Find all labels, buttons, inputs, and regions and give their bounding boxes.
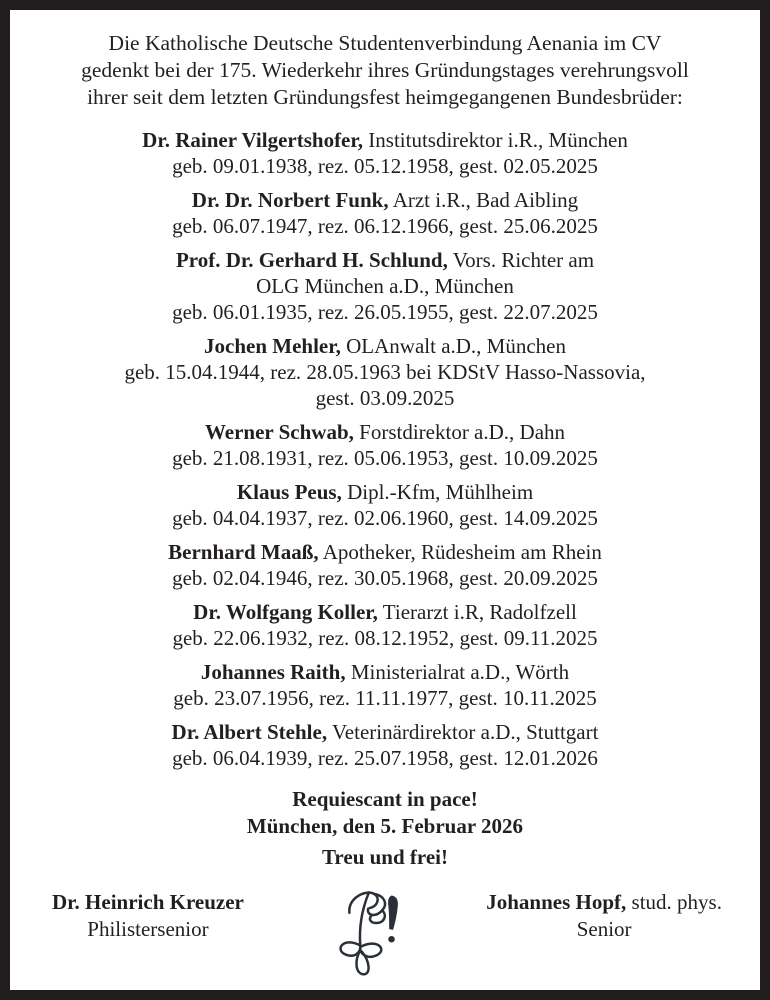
member-role: Institutsdirektor i.R., München [368, 128, 628, 152]
member-name-line [40, 247, 730, 299]
member-role: Ministerialrat a.D., Wörth [350, 660, 570, 684]
member-dates: geb. 09.01.1938, rez. 05.12.1958, gest. 02.05.2025 [172, 154, 598, 178]
member-role: Forstdirektor a.D., Dahn [359, 420, 566, 444]
signature-right-role: Senior [576, 917, 632, 941]
member-name: Klaus Peus, [236, 480, 342, 504]
closing-rip: Requiescant in pace! [292, 787, 478, 811]
notice-header: Die Katholische Deutsche Studentenverbindung Aenania im CV gedenkt bei der 175. Wiederkehr ihres Gründungstages verehrungsvoll ihrer seit dem letzten Gründungsfest heimgegangenen Bundesbrüder: [81, 31, 689, 109]
signature-right-name: Johannes Hopf, [486, 890, 627, 914]
member-role: OLAnwalt a.D., München [346, 334, 566, 358]
member-name: Dr. Wolfgang Koller, [193, 600, 378, 624]
member-name-line [40, 539, 730, 565]
fraternity-zirkel-icon [326, 885, 404, 981]
member-name-line [40, 479, 730, 505]
signature-right [486, 889, 722, 943]
member-dates: geb. 06.01.1935, rez. 26.05.1955, gest. 22.07.2025 [172, 300, 598, 324]
member-entry [40, 333, 730, 411]
member-name-line [40, 187, 730, 213]
signature-row [10, 889, 760, 981]
member-role: Apotheker, Rüdesheim am Rhein [322, 540, 602, 564]
member-role: Vors. Richter am OLG München a.D., München [256, 248, 595, 298]
member-entry [40, 127, 730, 179]
member-entry [40, 599, 730, 651]
member-role: Veterinärdirektor a.D., Stuttgart [331, 720, 599, 744]
member-role: Arzt i.R., Bad Aibling [392, 188, 579, 212]
signature-right-suffix: stud. phys. [631, 890, 722, 914]
member-role: Dipl.-Kfm, Mühlheim [347, 480, 534, 504]
signature-left [52, 889, 244, 943]
member-name: Dr. Dr. Norbert Funk, [191, 188, 389, 212]
member-dates: geb. 06.07.1947, rez. 06.12.1966, gest. 25.06.2025 [172, 214, 598, 238]
member-role: Tierarzt i.R, Radolfzell [382, 600, 577, 624]
member-entry [40, 479, 730, 531]
signature-left-role: Philistersenior [87, 917, 209, 941]
member-name: Bernhard Maaß, [168, 540, 319, 564]
member-name: Werner Schwab, [204, 420, 354, 444]
member-name-line [40, 333, 730, 359]
member-dates: geb. 22.06.1932, rez. 08.12.1952, gest. 09.11.2025 [172, 626, 598, 650]
member-dates: geb. 02.04.1946, rez. 30.05.1968, gest. 20.09.2025 [172, 566, 598, 590]
closing-place-date: München, den 5. Februar 2026 [246, 814, 524, 838]
signature-left-name: Dr. Heinrich Kreuzer [52, 890, 244, 914]
member-name-line [40, 599, 730, 625]
member-dates: geb. 21.08.1931, rez. 05.06.1953, gest. 10.09.2025 [172, 446, 598, 470]
member-entry [40, 247, 730, 325]
signature-right-name-line [486, 890, 722, 914]
member-name-line [40, 659, 730, 685]
member-name-line [40, 127, 730, 153]
member-name: Dr. Rainer Vilgertshofer, [142, 128, 364, 152]
member-name: Johannes Raith, [200, 660, 346, 684]
member-entry [40, 419, 730, 471]
closing-block [10, 786, 760, 871]
notice-content [10, 10, 760, 981]
member-dates: geb. 23.07.1956, rez. 11.11.1977, gest. 10.11.2025 [173, 686, 597, 710]
member-name: Jochen Mehler, [204, 334, 341, 358]
member-dates: geb. 04.04.1937, rez. 02.06.1960, gest. 14.09.2025 [172, 506, 598, 530]
member-name: Prof. Dr. Gerhard H. Schlund, [175, 248, 448, 272]
member-dates: geb. 15.04.1944, rez. 28.05.1963 bei KDStV Hasso-Nassovia, gest. 03.09.2025 [124, 360, 646, 410]
member-dates: geb. 06.04.1939, rez. 25.07.1958, gest. 12.01.2026 [172, 746, 598, 770]
member-entry [40, 187, 730, 239]
member-entry [40, 659, 730, 711]
member-list [40, 127, 730, 771]
closing-motto: Treu und frei! [321, 845, 448, 869]
member-entry [40, 539, 730, 591]
member-name-line [40, 419, 730, 445]
member-entry [40, 719, 730, 771]
member-name-line [40, 719, 730, 745]
member-name: Dr. Albert Stehle, [171, 720, 328, 744]
